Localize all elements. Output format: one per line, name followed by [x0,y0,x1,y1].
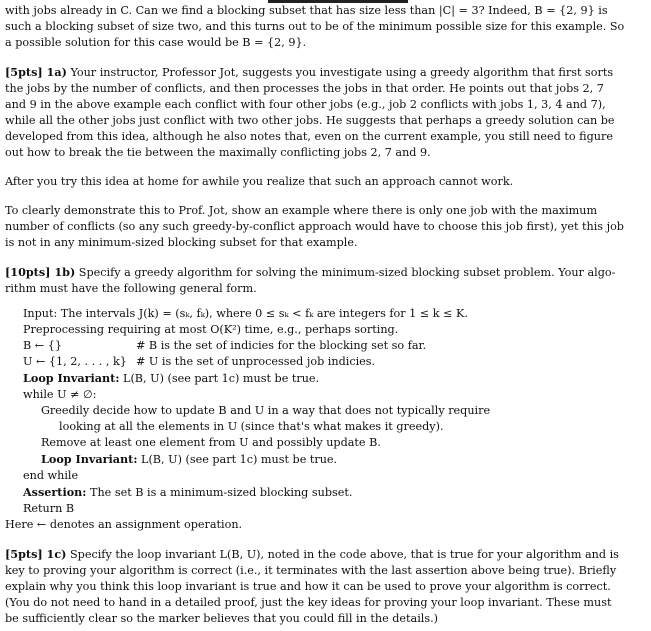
demonstrate-paragraph [5,203,627,251]
question-1c-paragraph [5,546,627,627]
text-line: and 9 in the above example each conflict with four other jobs (e.g., job 2 conflicts with jobs 1, 3, 4 and 7), [5,98,606,111]
algo-b-init [23,338,627,354]
text-line: with jobs already in C. Can we find a blocking subset that has size less than |C| = 3? Indeed, B = {2, 9} is [5,4,608,17]
algo-greedy-line-2: looking at all the elements in U (since that's what makes it greedy). [59,420,444,433]
text-line: the jobs by the number of conflicts, and then processes the jobs in that order. He points out that jobs 2, 7 [5,82,604,95]
algo-preprocessing: Preprocessing requiring at most O(K²) time, e.g., perhaps sorting. [23,323,399,336]
text-line: To clearly demonstrate this to Prof. Jot, show an example where there is only one job with the maximum [5,204,598,217]
loop-invariant-label: Loop Invariant: [41,452,138,466]
assignment-note [5,517,627,533]
after-paragraph [5,174,627,190]
loop-invariant-label: Loop Invariant: [23,371,120,385]
text-line: rithm must have the following general form. [5,282,257,295]
text-line: Specify a greedy algorithm for solving the minimum-sized blocking subset problem. Your algo- [75,266,616,279]
text-line: Your instructor, Professor Jot, suggests you investigate using a greedy algorithm that first sorts [66,66,614,79]
text-line: out how to break the tie between the maximally conflicting jobs 2, 7 and 9. [5,146,431,159]
text-line: Specify the loop invariant L(B, U), noted in the code above, that is true for your algorithm and is [66,548,619,561]
text-line: while all the other jobs just conflict with two other jobs. He suggests that perhaps a greedy solution can be [5,114,615,127]
text-line: explain why you think this loop invariant is true and how it can be used to prove your algorithm is correct. [5,580,611,593]
algo-input: Input: The intervals J(k) = (sₖ, fₖ), where 0 ≤ sₖ < fₖ are integers for 1 ≤ k ≤ K. [23,307,468,320]
text-line: key to proving your algorithm is correct (i.e., it terminates with the last assertion above being true). Briefly [5,564,617,577]
algo-greedy-line-1: Greedily decide how to update B and U in a way that does not typically require [41,404,491,417]
question-1a-tag: [5pts] 1a) [5,65,67,79]
intro-paragraph [5,3,627,51]
algo-loop-invariant [23,370,627,387]
algo-u-init [23,354,627,370]
algo-b-comment: # B is the set of indicies for the blocking set so far. [136,339,427,352]
loop-invariant-text: L(B, U) (see part 1c) must be true. [137,453,338,466]
document-page [5,3,627,627]
text-line: (You do not need to hand in a detailed proof, just the key ideas for proving your loop invariant. These must [5,596,612,609]
algo-while: while U ≠ ∅: [23,388,97,401]
algo-remove: Remove at least one element from U and possibly update B. [41,436,381,449]
text-line: is not in any minimum-sized blocking subset for that example. [5,236,358,249]
text-line: developed from this idea, although he also notes that, even on the current example, you still need to figure [5,130,613,143]
question-1b-paragraph [5,264,627,297]
text-line: Here ← denotes an assignment operation. [5,518,243,531]
question-1b-tag: [10pts] 1b) [5,265,76,279]
algo-return: Return B [23,502,75,515]
algo-u-comment: # U is the set of unprocessed job indicies. [136,355,376,368]
algo-b-assign: B ← {} [23,339,62,352]
algorithm-block [23,306,627,517]
text-line: number of conflicts (so any such greedy-by-conflict approach would have to choose this job first), yet this job [5,220,624,233]
algo-u-assign: U ← {1, 2, . . . , k} [23,355,127,368]
algo-assertion [23,484,627,501]
algo-loop-invariant-inner [23,451,627,468]
text-line: a possible solution for this case would be B = {2, 9}. [5,36,307,49]
text-line: After you try this idea at home for awhile you realize that such an approach cannot work. [5,175,514,188]
text-line: be sufficiently clear so the marker believes that you could fill in the details.) [5,612,439,625]
loop-invariant-text: L(B, U) (see part 1c) must be true. [119,372,320,385]
assertion-text: The set B is a minimum-sized blocking subset. [86,486,353,499]
question-1c-tag: [5pts] 1c) [5,547,67,561]
text-line: such a blocking subset of size two, and this turns out to be of the minimum possible size for this example. So [5,20,625,33]
question-1a-paragraph [5,64,627,161]
algo-end-while: end while [23,469,79,482]
assertion-label: Assertion: [23,485,87,499]
